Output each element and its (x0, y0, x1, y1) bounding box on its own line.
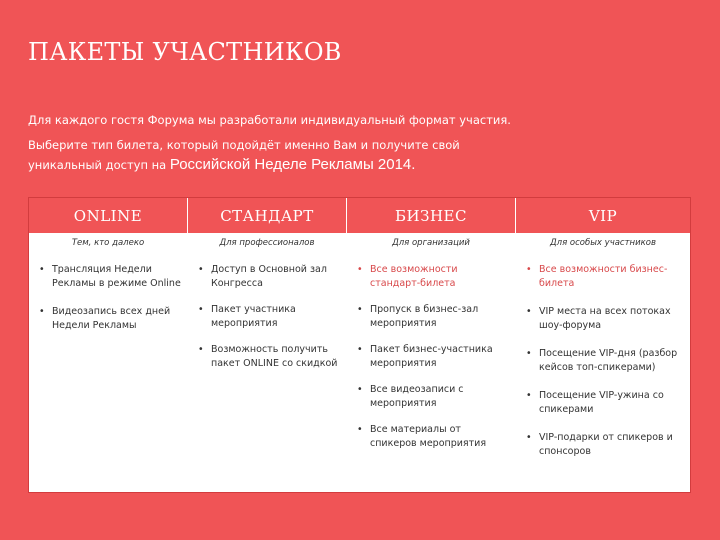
feature-list (39, 263, 181, 333)
feature-item: • VIP места на всех потоках шоу-форума (526, 305, 684, 333)
feature-item: • Все видеозаписи с мероприятия (357, 383, 509, 411)
feature-list (198, 263, 340, 371)
intro-line-3 (28, 156, 415, 173)
feature-item: • Посещение VIP-дня (разбор кейсов топ-спикерами) (526, 347, 684, 375)
package-business (347, 198, 515, 492)
feature-item: • Все возможности стандарт-билета (357, 263, 509, 291)
package-header: VIP (516, 198, 690, 233)
intro-line-3-prefix: уникальный доступ на (28, 158, 170, 172)
feature-item: • Возможность получить пакет ONLINE со скидкой (198, 343, 340, 371)
package-subtitle: Тем, кто далеко (71, 238, 145, 248)
feature-list (357, 263, 509, 451)
feature-item: • Посещение VIP-ужина со спикерами (526, 389, 684, 417)
package-vip (516, 198, 690, 492)
header-divider (515, 198, 516, 233)
feature-item: • Все материалы от спикеров мероприятия (357, 423, 509, 451)
feature-item: • Доступ в Основной зал Конгресса (198, 263, 340, 291)
intro-line-1: Для каждого гостя Форума мы разработали индивидуальный формат участия. (28, 113, 511, 127)
package-subtitle: Для организаций (392, 238, 470, 248)
package-header: СТАНДАРТ (188, 198, 346, 233)
feature-item: • Пакет бизнес-участника мероприятия (357, 343, 509, 371)
feature-item: • Видеозапись всех дней Недели Рекламы (39, 305, 181, 333)
package-header: ONLINE (29, 198, 187, 233)
page-title: ПАКЕТЫ УЧАСТНИКОВ (28, 38, 342, 66)
feature-item: • Все возможности бизнес-билета (526, 263, 684, 291)
package-header: БИЗНЕС (347, 198, 515, 233)
feature-item: • Пропуск в бизнес-зал мероприятия (357, 303, 509, 331)
package-subtitle: Для профессионалов (219, 238, 315, 248)
intro-line-2: Выберите тип билета, который подойдёт именно Вам и получите свой (28, 138, 460, 152)
header-divider (187, 198, 188, 233)
header-divider (346, 198, 347, 233)
package-subtitle: Для особых участников (550, 238, 656, 248)
feature-list (526, 263, 684, 459)
feature-item: • Трансляция Недели Рекламы в режиме Online (39, 263, 181, 291)
feature-item: • VIP-подарки от спикеров и спонсоров (526, 431, 684, 459)
package-standard (188, 198, 346, 492)
package-online (29, 198, 187, 492)
packages-table (28, 197, 691, 493)
event-name: Российской Неделе Рекламы 2014. (169, 156, 416, 173)
feature-item: • Пакет участника мероприятия (198, 303, 340, 331)
